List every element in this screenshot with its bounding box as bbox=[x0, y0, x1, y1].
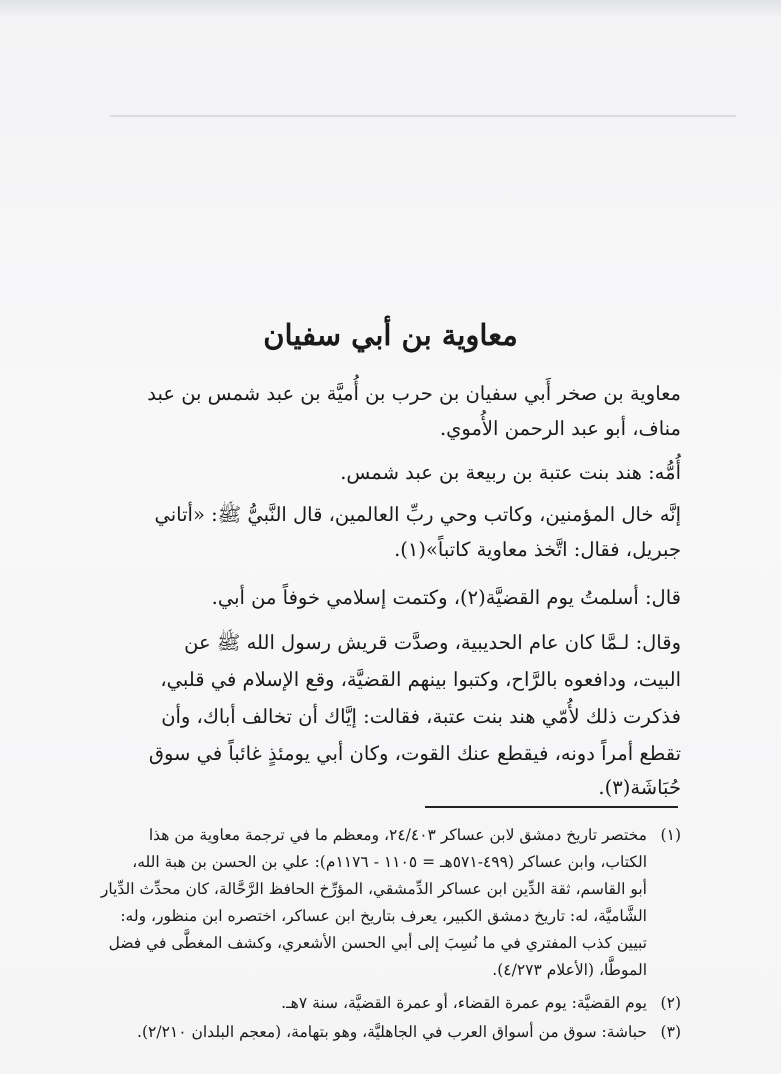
paragraph-line: معاوية بن صخر أَبي سفيان بن حرب بن أُميَّة بن عبد شمس بن عبد bbox=[147, 382, 681, 405]
footnote-1-line bbox=[91, 849, 681, 876]
paragraph-line: وقال: لـمَّا كان عام الحديبية، وصدَّت قريش رسول الله ﷺ عن bbox=[184, 631, 681, 654]
footnote-3 bbox=[91, 1019, 681, 1046]
footnote-line: الموطَّا، (الأعلام ٤/٢٧٣). bbox=[492, 961, 647, 979]
footnote-1-line bbox=[91, 903, 681, 930]
page-top-shadow bbox=[0, 0, 781, 18]
footnote-line: مختصر تاريخ دمشق لابن عساكر ٢٤/٤٠٣، ومعظم ما في ترجمة معاوية من هذا bbox=[148, 826, 647, 844]
footnote-line: الشَّاميَّة، له: تاريخ دمشق الكبير، يعرف بتاريخ ابن عساكر، اختصره ابن منظور، وله: bbox=[120, 907, 647, 925]
paragraph-line: فذكرت ذلك لأُمّي هند بنت عتبة، فقالت: إيَّاك أن تخالف أباك، وأن bbox=[161, 705, 681, 728]
paragraph-line: حُبَاشَة(٣). bbox=[598, 776, 681, 799]
footnote-1-line bbox=[91, 930, 681, 957]
paragraph-line: جبريل، فقال: اتَّخذ معاوية كاتباً»(١). bbox=[394, 538, 681, 561]
footnote-number: (٣) bbox=[660, 1023, 681, 1041]
chapter-title: معاوية بن أبي سفيان bbox=[263, 318, 518, 352]
footnote-2 bbox=[91, 990, 681, 1017]
paragraph-line: مناف، أبو عبد الرحمن الأُموي. bbox=[439, 417, 681, 440]
paragraph-line: إنَّه خال المؤمنين، وكاتب وحي ربِّ العالمين، قال النَّبيُّ ﷺ: «أتاني bbox=[154, 503, 681, 526]
footnote-separator bbox=[425, 806, 678, 808]
bleed-through-rule bbox=[110, 115, 736, 117]
footnote-line: يوم القضيَّة: يوم عمرة القضاء، أو عمرة القضيَّة، سنة ٧هـ. bbox=[281, 994, 647, 1012]
footnote-line: أبو القاسم، ثقة الدِّين ابن عساكر الدِّمشقي، المؤرِّخ الحافظ الرَّحَّالة، كان محدِّث الدِّيار bbox=[100, 880, 647, 898]
footnote-line: الكتاب، وابن عساكر (٤٩٩-٥٧١هـ = ١١٠٥ - ١١٧٦م): علي بن الحسن بن هبة الله، bbox=[132, 853, 647, 871]
footnote-number: (٢) bbox=[660, 994, 681, 1012]
paragraph-line: تقطع أمراً دونه، فيقطع عنك القوت، وكان أبي يومئذٍ غائباً في سوق bbox=[148, 742, 681, 765]
paragraph-line: قال: أسلمتُ يوم القضيَّة(٢)، وكتمت إسلامي خوفاً من أبي. bbox=[211, 586, 681, 609]
footnote-line: حباشة: سوق من أسواق العرب في الجاهليَّة، وهو بتهامة، (معجم البلدان ٢/٢١٠). bbox=[137, 1023, 647, 1041]
footnote-line: تبيين كذب المفتري في ما نُسِبَ إلى أبي الحسن الأشعري، وكشف المغطَّى في فضل bbox=[108, 934, 647, 952]
footnote-1-line bbox=[91, 876, 681, 903]
footnote-1-line bbox=[91, 957, 681, 984]
paragraph-line: أُمُّه: هند بنت عتبة بن ربيعة بن عبد شمس. bbox=[340, 461, 681, 484]
footnote-1 bbox=[91, 822, 681, 849]
footnote-number: (١) bbox=[660, 826, 681, 844]
paragraph-line: البيت، ودافعوه بالرَّاح، وكتبوا بينهم القضيَّة، وقع الإسلام في قلبي، bbox=[160, 668, 681, 691]
